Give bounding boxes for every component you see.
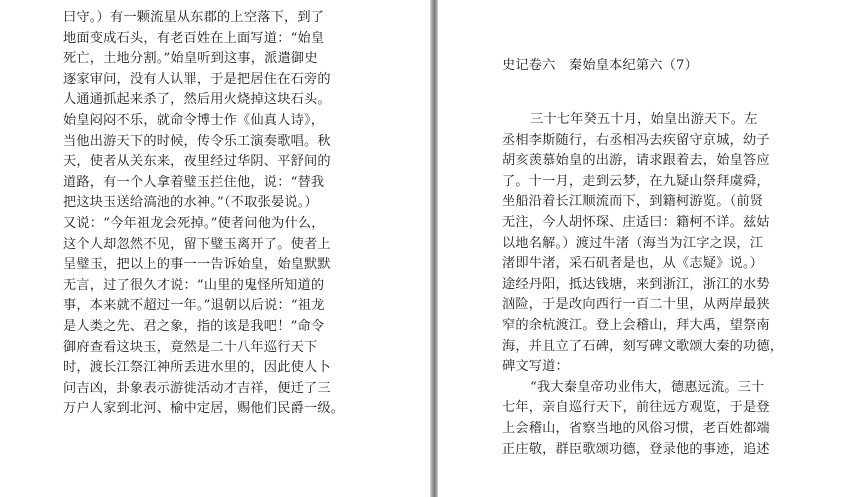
text-line: 曰守。）有一颗流星从东郡的上空落下，到了 <box>63 10 325 25</box>
text-line: 正庄敬，群臣歌颂功德，登录他的事迹，追述 <box>502 441 770 457</box>
text-line: 途经丹阳，抵达钱塘，来到浙江，浙江的水势 <box>502 276 770 292</box>
text-line: 把这块玉送给滈池的水神。”（不取张晏说。） <box>63 195 318 211</box>
right-page-lines <box>502 110 822 460</box>
book-gutter <box>430 0 438 497</box>
text-line: 三十七年癸五十月，始皇出游天下。左 <box>530 112 758 127</box>
text-line: 渚即牛渚，采石矶者是也，从《志疑》说。） <box>502 256 764 272</box>
text-line: 万户人家到北河、榆中定居，赐他们民爵一级。 <box>63 401 345 417</box>
text-line: 坐船沿着长江顺流而下，到籍柯游览。（前贤 <box>502 194 764 210</box>
text-line: “我大秦皇帝功业伟大，德惠远流。三十 <box>530 379 765 395</box>
text-line: 当他出游天下的时候，传令乐工演奏歌唱。秋 <box>63 133 331 149</box>
text-line: 事，本来就不超过一年。”退朝以后说：“祖龙 <box>63 298 325 314</box>
text-line: 窄的余杭渡江。登上会稽山，拜大禹，望祭南 <box>502 317 770 333</box>
text-line: 问吉凶，卦象表示游徙活动才吉祥，便迁了三 <box>63 380 331 396</box>
text-line: 时，渡长江祭江神所丢进水里的，因此使人卜 <box>63 360 331 376</box>
text-line: 胡亥羡慕始皇的出游，请求跟着去，始皇答应 <box>502 153 770 169</box>
text-line: 是人类之先、君之象，指的该是我吧！”命令 <box>63 318 325 334</box>
left-page-text <box>63 8 373 420</box>
text-line: 这个人却忽然不见，留下璧玉离开了。使者上 <box>63 236 331 252</box>
text-line: 碑文写道： <box>502 359 569 375</box>
text-line: 呈璧玉，把以上的事一一告诉始皇，始皇默默 <box>63 257 331 273</box>
right-page-text <box>502 56 822 460</box>
left-page <box>0 0 430 497</box>
text-line: 了。十一月，走到云梦，在九疑山祭拜虞舜， <box>502 173 770 189</box>
text-line: 上会稽山，省察当地的风俗习惯，老百姓都端 <box>502 420 770 436</box>
text-line: 无言，过了很久才说：“山里的鬼怪所知道的 <box>63 277 325 293</box>
text-line: 道路，有一个人拿着璧玉拦住他，说：“替我 <box>63 174 325 190</box>
text-line: 又说：“今年祖龙会死掉。”使者问他为什么， <box>63 215 325 231</box>
title-spacer <box>502 76 822 110</box>
right-page <box>438 0 868 497</box>
text-line: 死亡，土地分割。”始皇听到这事，派遣御史 <box>63 51 318 67</box>
text-line: 七年，亲自巡行天下，前往远方观览，于是登 <box>502 400 770 416</box>
text-line: 始皇闷闷不乐，就命令博士作《仙真人诗》， <box>63 112 325 128</box>
text-line: 天，使者从关东来，夜里经过华阴、平舒间的 <box>63 154 331 170</box>
text-line: 地面变成石头，有老百姓在上面写道：“始皇 <box>63 30 325 46</box>
text-line: 逐家审问，没有人认罪，于是把居住在石旁的 <box>63 71 331 87</box>
text-line: 御府查看这块玉，竟然是二十八年巡行天下 <box>63 339 318 355</box>
text-line: 无注，今人胡怀琛、庄适曰：籍柯不详。兹姑 <box>502 214 770 230</box>
text-line: 人通通抓起来杀了，然后用火烧掉这块石头。 <box>63 92 331 108</box>
text-line: 丞相李斯随行，右丞相冯去疾留守京城，幼子 <box>502 132 770 148</box>
text-line: 海，并且立了石碑，刻写碑文歌颂大秦的功德， <box>502 338 784 354</box>
text-line: 汹险，于是改向西行一百二十里，从两岸最狭 <box>502 297 770 313</box>
chapter-title: 史记卷六 秦始皇本纪第六（7） <box>502 58 699 73</box>
text-line: 以地名解。）渡过牛渚（海当为江字之误，江 <box>502 235 764 251</box>
